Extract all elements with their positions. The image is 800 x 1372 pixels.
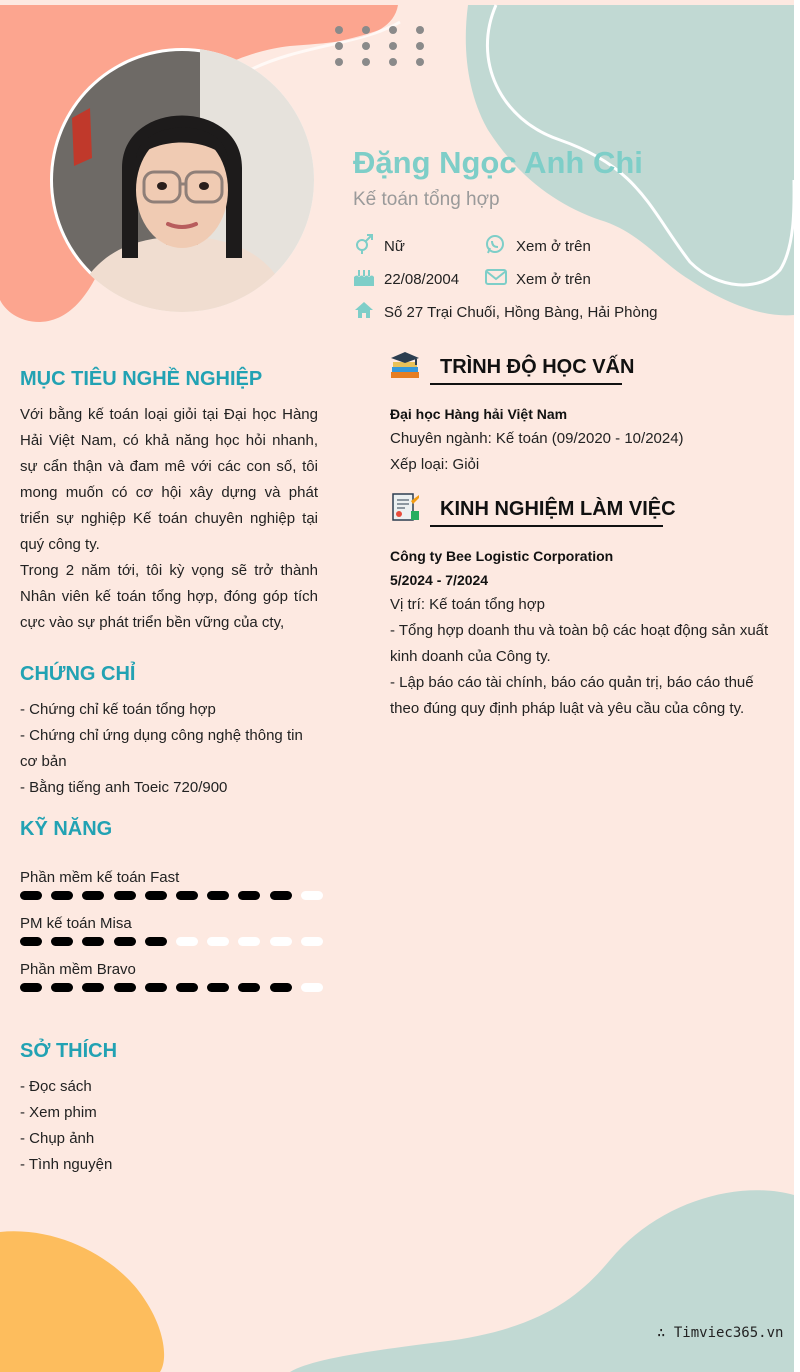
birthday-cake-icon: [353, 267, 375, 292]
experience-duty: - Lập báo cáo tài chính, báo cáo quản trị, báo cáo thuế theo đúng quy định pháp luật và yêu cầu của công ty.: [390, 674, 754, 717]
profile-photo: [50, 48, 314, 312]
gender-value: Nữ: [384, 238, 405, 255]
birthday-value: 22/08/2004: [384, 271, 460, 288]
email-icon: [485, 268, 507, 291]
skill-rating-dot: [114, 891, 136, 900]
skill-label: Phần mềm kế toán Fast: [20, 869, 180, 886]
skill-rating-dot: [82, 937, 104, 946]
skill-rating-dot: [176, 891, 198, 900]
hobbies-list: [20, 1074, 320, 1178]
skill-rating-dot: [238, 983, 260, 992]
home-icon: [354, 301, 374, 324]
skill-rating-dot: [301, 983, 323, 992]
skills-heading: KỸ NĂNG: [20, 818, 113, 840]
education-major: Chuyên ngành: Kế toán (09/2020 - 10/2024): [390, 430, 684, 447]
skill-rating-dot: [51, 891, 73, 900]
skill-rating-dot: [51, 937, 73, 946]
school-name: Đại học Hàng hải Việt Nam: [390, 406, 568, 422]
list-item: - Bằng tiếng anh Toeic 720/900: [20, 779, 228, 796]
candidate-name: Đặng Ngọc Anh Chi: [353, 145, 643, 180]
certificates-list: [20, 697, 324, 801]
skill-rating-dot: [270, 983, 292, 992]
list-item: - Chứng chỉ ứng dụng công nghệ thông tin cơ bản: [20, 727, 303, 770]
job-title: Kế toán tổng hợp: [353, 189, 500, 210]
gender-icon: [354, 234, 374, 259]
skill-rating-dot: [114, 983, 136, 992]
experience-duty: - Tổng hợp doanh thu và toàn bộ các hoạt động sản xuất kinh doanh của Công ty.: [390, 622, 769, 665]
whatsapp-icon: [485, 234, 505, 259]
skill-rating-dot: [20, 891, 42, 900]
skill-rating-dot: [238, 891, 260, 900]
skill-rating-dot: [238, 937, 260, 946]
skill-rating-dot: [51, 983, 73, 992]
education-heading: TRÌNH ĐỘ HỌC VẤN: [430, 356, 622, 385]
career-goal-paragraph-2: Trong 2 năm tới, tôi kỳ vọng sẽ trở thành Nhân viên kế toán tổng hợp, đóng góp tích cực vào sự phát triển bền vững của cty,: [20, 562, 318, 631]
list-item: - Xem phim: [20, 1104, 97, 1121]
skill-rating-dot: [270, 891, 292, 900]
list-item: - Chứng chỉ kế toán tổng hợp: [20, 701, 216, 718]
skill-rating-dot: [145, 983, 167, 992]
education-icon: [389, 350, 421, 387]
skill-rating-dot: [20, 983, 42, 992]
hobbies-heading: SỞ THÍCH: [20, 1040, 118, 1062]
skill-rating-dot: [207, 891, 229, 900]
phone-value: Xem ở trên: [516, 238, 591, 255]
skill-rating-dot: [176, 937, 198, 946]
skill-rating-bar: [20, 983, 320, 993]
list-item: - Tình nguyện: [20, 1156, 113, 1173]
skill-rating-bar: [20, 937, 320, 947]
skill-rating-dot: [301, 937, 323, 946]
yellow-bottom-blob: [0, 1231, 164, 1372]
skill-rating-dot: [114, 937, 136, 946]
email-value: Xem ở trên: [516, 271, 591, 288]
certificates-heading: CHỨNG CHỈ: [20, 663, 136, 685]
list-item: - Đọc sách: [20, 1078, 92, 1095]
skill-rating-dot: [301, 891, 323, 900]
skill-rating-dot: [207, 937, 229, 946]
experience-heading: KINH NGHIỆM LÀM VIỆC: [430, 498, 663, 527]
skill-rating-dot: [145, 937, 167, 946]
address-value: Số 27 Trại Chuối, Hồng Bàng, Hải Phòng: [384, 304, 658, 321]
avatar-illustration: [50, 48, 314, 312]
skill-label: PM kế toán Misa: [20, 915, 132, 932]
experience-icon: [389, 491, 421, 528]
skill-label: Phần mềm Bravo: [20, 961, 136, 978]
skill-rating-dot: [82, 891, 104, 900]
skill-rating-dot: [20, 937, 42, 946]
skill-rating-dot: [207, 983, 229, 992]
education-rank: Xếp loại: Giỏi: [390, 456, 480, 473]
career-goal-paragraph-1: Với bằng kế toán loại giỏi tại Đại học Hàng Hải Việt Nam, có khả năng học hỏi nhanh, sự cẩn thận và đam mê với các con số, tôi mong muốn có cơ hội xây dựng và phát triển sự nghiệp Kế toán chuyên nghiệp tại quý công ty.: [20, 406, 318, 553]
skill-rating-bar: [20, 891, 320, 901]
skill-rating-dot: [270, 937, 292, 946]
experience-period: 5/2024 - 7/2024: [390, 572, 489, 588]
skill-rating-dot: [82, 983, 104, 992]
list-item: - Chụp ảnh: [20, 1130, 95, 1147]
skill-rating-dot: [176, 983, 198, 992]
mint-bottom-blob: [290, 1190, 794, 1372]
career-goal-heading: MỤC TIÊU NGHỀ NGHIỆP: [20, 368, 263, 390]
experience-position: Vị trí: Kế toán tổng hợp: [390, 596, 545, 613]
watermark: ∴ Timviec365.vn: [657, 1325, 784, 1341]
company-name: Công ty Bee Logistic Corporation: [390, 548, 614, 564]
skill-rating-dot: [145, 891, 167, 900]
